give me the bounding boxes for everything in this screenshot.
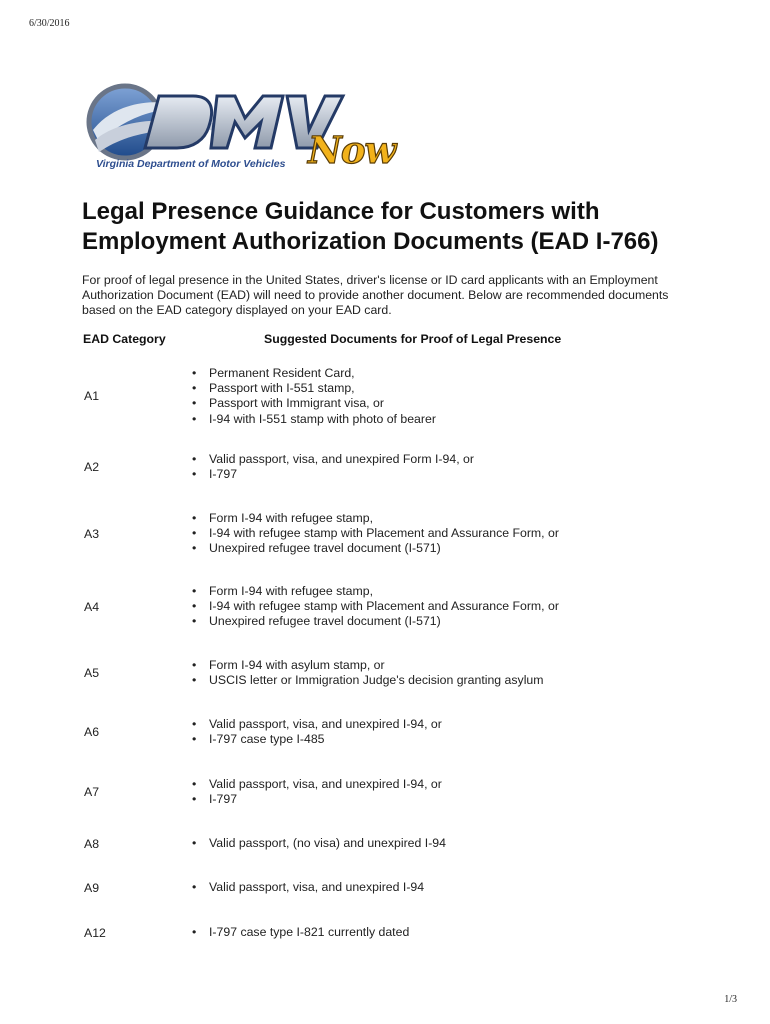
intro-paragraph: For proof of legal presence in the United States, driver's license or ID card applicants with an Employment Authorization Document (EAD) will need to provide another document. Below are recommended documents based on the EAD category displayed on your EAD card. bbox=[82, 273, 669, 318]
suggested-documents-list bbox=[192, 836, 446, 851]
suggested-documents-list bbox=[192, 511, 559, 557]
page-date: 6/30/2016 bbox=[29, 18, 70, 29]
column-header-ead-category: EAD Category bbox=[83, 332, 166, 346]
document-list-item: • I-797 case type I-485 bbox=[192, 732, 442, 747]
document-list-item: • I-94 with refugee stamp with Placement and Assurance Form, or bbox=[192, 526, 559, 541]
document-list-item: • Passport with I-551 stamp, bbox=[192, 381, 436, 396]
ead-category-cell: A7 bbox=[84, 785, 100, 800]
table-row bbox=[0, 836, 770, 851]
document-list-item: • Form I-94 with refugee stamp, bbox=[192, 511, 559, 526]
document-list-item: • Form I-94 with asylum stamp, or bbox=[192, 658, 544, 673]
ead-category-cell: A6 bbox=[84, 725, 100, 740]
suggested-documents-list bbox=[192, 584, 559, 630]
document-list-item: • Valid passport, (no visa) and unexpired I-94 bbox=[192, 836, 446, 851]
table-row bbox=[0, 366, 770, 427]
document-list-item: • Passport with Immigrant visa, or bbox=[192, 396, 436, 411]
ead-category-cell: A12 bbox=[84, 925, 106, 940]
table-row bbox=[0, 925, 770, 940]
logo-wordmark bbox=[85, 78, 86, 79]
table-row bbox=[0, 658, 770, 688]
ead-category-cell: A3 bbox=[84, 526, 100, 541]
document-list-item: • Unexpired refugee travel document (I-571) bbox=[192, 541, 559, 556]
table-row bbox=[0, 452, 770, 482]
suggested-documents-list bbox=[192, 717, 442, 747]
table-row bbox=[0, 717, 770, 747]
logo-now-script: Now bbox=[308, 128, 396, 172]
document-list-item: • I-797 bbox=[192, 467, 474, 482]
document-title-line1: Legal Presence Guidance for Customers with bbox=[82, 198, 600, 225]
suggested-documents-list bbox=[192, 658, 544, 688]
document-list-item: • I-797 case type I-821 currently dated bbox=[192, 925, 409, 940]
suggested-documents-list bbox=[192, 880, 424, 895]
table-row bbox=[0, 777, 770, 807]
document-title-line2: Employment Authorization Documents (EAD I-766) bbox=[82, 228, 659, 255]
suggested-documents-list bbox=[192, 452, 474, 482]
document-list-item: • USCIS letter or Immigration Judge's decision granting asylum bbox=[192, 673, 544, 688]
document-list-item: • I-94 with refugee stamp with Placement and Assurance Form, or bbox=[192, 599, 559, 614]
document-title bbox=[82, 197, 722, 257]
document-list-item: • Valid passport, visa, and unexpired Form I-94, or bbox=[192, 452, 474, 467]
page-number: 1/3 bbox=[724, 994, 737, 1005]
document-list-item: • I-797 bbox=[192, 792, 442, 807]
document-list-item: • Unexpired refugee travel document (I-571) bbox=[192, 614, 559, 629]
ead-category-cell: A2 bbox=[84, 460, 100, 475]
table-row bbox=[0, 584, 770, 630]
ead-category-cell: A9 bbox=[84, 880, 100, 895]
document-list-item: • Form I-94 with refugee stamp, bbox=[192, 584, 559, 599]
logo-tagline: Virginia Department of Motor Vehicles bbox=[96, 158, 286, 170]
ead-category-cell: A4 bbox=[84, 599, 100, 614]
document-list-item: • Valid passport, visa, and unexpired I-94, or bbox=[192, 777, 442, 792]
document-list-item: • Valid passport, visa, and unexpired I-94, or bbox=[192, 717, 442, 732]
suggested-documents-list bbox=[192, 777, 442, 807]
table-row bbox=[0, 880, 770, 895]
suggested-documents-list bbox=[192, 366, 436, 427]
ead-category-cell: A1 bbox=[84, 389, 100, 404]
table-row bbox=[0, 511, 770, 557]
column-header-suggested-documents: Suggested Documents for Proof of Legal Presence bbox=[264, 332, 562, 346]
ead-category-cell: A5 bbox=[84, 666, 100, 681]
dmv-now-logo bbox=[85, 78, 396, 186]
document-list-item: • I-94 with I-551 stamp with photo of bearer bbox=[192, 412, 436, 427]
document-list-item: • Permanent Resident Card, bbox=[192, 366, 436, 381]
document-list-item: • Valid passport, visa, and unexpired I-94 bbox=[192, 880, 424, 895]
ead-category-cell: A8 bbox=[84, 836, 100, 851]
suggested-documents-list bbox=[192, 925, 409, 940]
